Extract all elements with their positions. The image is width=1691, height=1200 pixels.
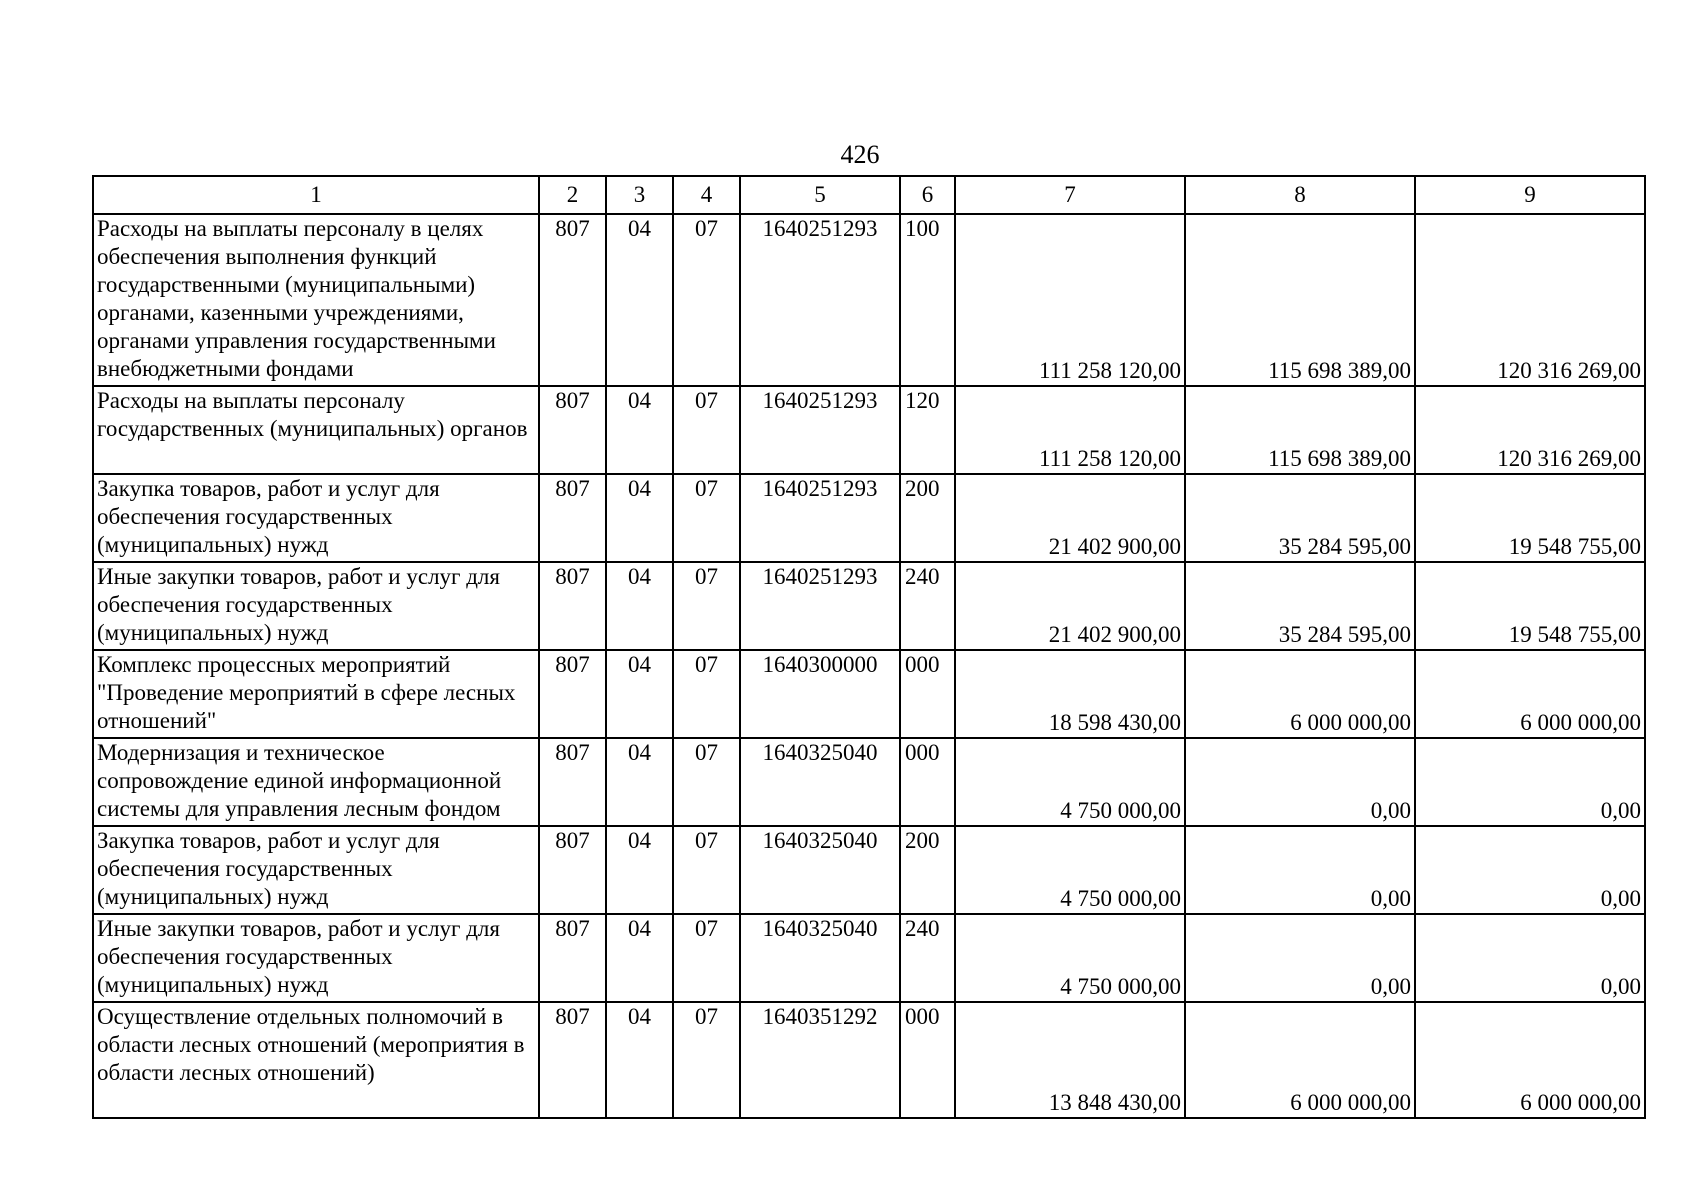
amount-col-8: 6 000 000,00 (1185, 1002, 1415, 1118)
amount-col-9: 0,00 (1415, 914, 1645, 1002)
subsection-code: 07 (673, 738, 740, 826)
amount-col-8: 0,00 (1185, 738, 1415, 826)
table-row (93, 214, 1645, 386)
column-header-8: 8 (1185, 176, 1415, 214)
amount-col-9: 0,00 (1415, 738, 1645, 826)
column-header-1: 1 (93, 176, 539, 214)
amount-col-7: 13 848 430,00 (955, 1002, 1185, 1118)
target-article-code: 1640251293 (740, 214, 900, 386)
expense-type-code: 240 (900, 914, 955, 1002)
ministry-code: 807 (539, 738, 606, 826)
amount-col-7: 111 258 120,00 (955, 214, 1185, 386)
table-row (93, 738, 1645, 826)
amount-col-7: 4 750 000,00 (955, 826, 1185, 914)
amount-col-8: 0,00 (1185, 914, 1415, 1002)
amount-col-8: 115 698 389,00 (1185, 214, 1415, 386)
target-article-code: 1640251293 (740, 474, 900, 562)
column-header-9: 9 (1415, 176, 1645, 214)
column-header-5: 5 (740, 176, 900, 214)
table-row (93, 1002, 1645, 1118)
column-header-2: 2 (539, 176, 606, 214)
row-name: Иные закупки товаров, работ и услуг для обеспечения государственных (муниципальных) нужд (93, 914, 539, 1002)
ministry-code: 807 (539, 386, 606, 474)
table-row (93, 386, 1645, 474)
expense-type-code: 240 (900, 562, 955, 650)
row-name: Расходы на выплаты персоналу в целях обеспечения выполнения функций государственными (муниципальными) органами, казенными учреждениями, органами управления государственными внебюджетными фондами (93, 214, 539, 386)
section-code: 04 (606, 650, 673, 738)
expense-type-code: 000 (900, 650, 955, 738)
amount-col-9: 0,00 (1415, 826, 1645, 914)
row-name: Иные закупки товаров, работ и услуг для обеспечения государственных (муниципальных) нужд (93, 562, 539, 650)
ministry-code: 807 (539, 1002, 606, 1118)
subsection-code: 07 (673, 562, 740, 650)
target-article-code: 1640251293 (740, 386, 900, 474)
section-code: 04 (606, 738, 673, 826)
column-header-7: 7 (955, 176, 1185, 214)
ministry-code: 807 (539, 214, 606, 386)
target-article-code: 1640325040 (740, 738, 900, 826)
subsection-code: 07 (673, 914, 740, 1002)
table-row (93, 826, 1645, 914)
target-article-code: 1640325040 (740, 914, 900, 1002)
subsection-code: 07 (673, 1002, 740, 1118)
subsection-code: 07 (673, 214, 740, 386)
section-code: 04 (606, 474, 673, 562)
amount-col-9: 19 548 755,00 (1415, 562, 1645, 650)
table-row (93, 914, 1645, 1002)
subsection-code: 07 (673, 474, 740, 562)
expense-type-code: 120 (900, 386, 955, 474)
amount-col-8: 115 698 389,00 (1185, 386, 1415, 474)
amount-col-9: 6 000 000,00 (1415, 650, 1645, 738)
section-code: 04 (606, 386, 673, 474)
ministry-code: 807 (539, 650, 606, 738)
row-name: Комплекс процессных мероприятий "Проведение мероприятий в сфере лесных отношений" (93, 650, 539, 738)
amount-col-9: 19 548 755,00 (1415, 474, 1645, 562)
page-number: 426 (840, 140, 880, 169)
amount-col-8: 6 000 000,00 (1185, 650, 1415, 738)
subsection-code: 07 (673, 650, 740, 738)
amount-col-7: 18 598 430,00 (955, 650, 1185, 738)
column-header-3: 3 (606, 176, 673, 214)
expense-type-code: 100 (900, 214, 955, 386)
row-name: Модернизация и техническое сопровождение единой информационной системы для управления лесным фондом (93, 738, 539, 826)
table-row (93, 562, 1645, 650)
header-row (93, 176, 1645, 214)
budget-table (92, 175, 1646, 1119)
amount-col-9: 120 316 269,00 (1415, 386, 1645, 474)
amount-col-8: 35 284 595,00 (1185, 562, 1415, 650)
column-header-6: 6 (900, 176, 955, 214)
amount-col-8: 35 284 595,00 (1185, 474, 1415, 562)
target-article-code: 1640251293 (740, 562, 900, 650)
row-name: Расходы на выплаты персоналу государственных (муниципальных) органов (93, 386, 539, 474)
section-code: 04 (606, 214, 673, 386)
amount-col-9: 120 316 269,00 (1415, 214, 1645, 386)
row-name: Осуществление отдельных полномочий в области лесных отношений (мероприятия в области лесных отношений) (93, 1002, 539, 1118)
expense-type-code: 000 (900, 1002, 955, 1118)
amount-col-7: 4 750 000,00 (955, 914, 1185, 1002)
amount-col-8: 0,00 (1185, 826, 1415, 914)
table-row (93, 650, 1645, 738)
table-row (93, 474, 1645, 562)
target-article-code: 1640351292 (740, 1002, 900, 1118)
target-article-code: 1640300000 (740, 650, 900, 738)
amount-col-7: 4 750 000,00 (955, 738, 1185, 826)
subsection-code: 07 (673, 386, 740, 474)
target-article-code: 1640325040 (740, 826, 900, 914)
ministry-code: 807 (539, 562, 606, 650)
row-name: Закупка товаров, работ и услуг для обеспечения государственных (муниципальных) нужд (93, 474, 539, 562)
ministry-code: 807 (539, 914, 606, 1002)
expense-type-code: 200 (900, 474, 955, 562)
section-code: 04 (606, 1002, 673, 1118)
amount-col-7: 21 402 900,00 (955, 562, 1185, 650)
ministry-code: 807 (539, 474, 606, 562)
amount-col-9: 6 000 000,00 (1415, 1002, 1645, 1118)
column-header-4: 4 (673, 176, 740, 214)
section-code: 04 (606, 914, 673, 1002)
row-name: Закупка товаров, работ и услуг для обеспечения государственных (муниципальных) нужд (93, 826, 539, 914)
section-code: 04 (606, 826, 673, 914)
subsection-code: 07 (673, 826, 740, 914)
amount-col-7: 21 402 900,00 (955, 474, 1185, 562)
section-code: 04 (606, 562, 673, 650)
amount-col-7: 111 258 120,00 (955, 386, 1185, 474)
expense-type-code: 200 (900, 826, 955, 914)
ministry-code: 807 (539, 826, 606, 914)
expense-type-code: 000 (900, 738, 955, 826)
